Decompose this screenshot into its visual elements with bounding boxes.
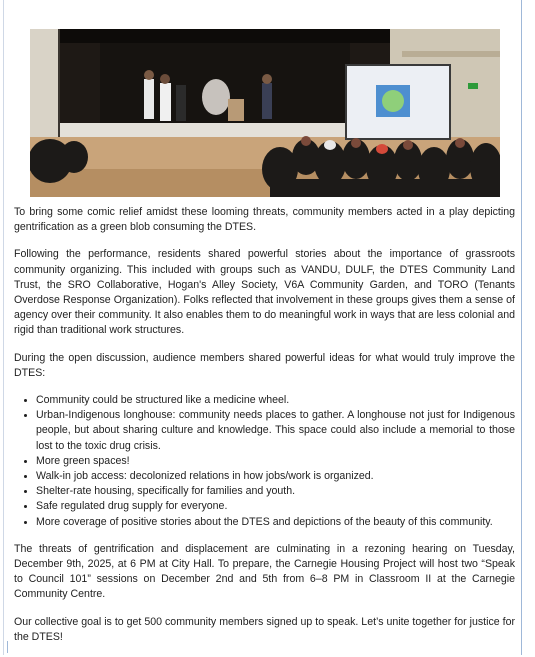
page-corner-mark (7, 641, 8, 653)
theatre-performance-photo-icon (30, 29, 500, 197)
list-item: • Community could be structured like a medicine wheel. (36, 393, 515, 408)
hearing-paragraph: The threats of gentrification and displacement are culminating in a rezoning hearing on Tuesday, December 9th, 2025, at 6 PM at City Hall. To prepare, the Carnegie Housing Project will host two “Speak to Council 101” sessions on December 2nd and 5th from 6–8 PM in Classroom II at the Carnegie Community Centre. (14, 542, 515, 601)
list-item: • More green spaces! (36, 454, 515, 469)
ideas-list (14, 393, 515, 530)
list-item: • Urban-Indigenous longhouse: community needs places to gather. A longhouse not just for Indigenous people, but about sharing culture and knowledge. This space could also include a memorial to those lost to the toxic drug crisis. (36, 408, 515, 454)
list-item: • Safe regulated drug supply for everyone. (36, 499, 515, 514)
discussion-paragraph: During the open discussion, audience members shared powerful ideas for what would truly improve the DTES: (14, 351, 515, 379)
performance-photo (30, 29, 500, 197)
goal-paragraph: Our collective goal is to get 500 community members signed up to speak. Let’s unite together for justice for the DTES! (14, 615, 515, 643)
list-item: • Shelter-rate housing, specifically for families and youth. (36, 484, 515, 499)
list-item: • Walk-in job access: decolonized relations in how jobs/work is organized. (36, 469, 515, 484)
list-item: • More coverage of positive stories about the DTES and depictions of the beauty of this community. (36, 515, 515, 530)
page-border-right (521, 0, 522, 655)
intro-paragraph: To bring some comic relief amidst these looming threats, community members acted in a play depicting gentrification as a green blob consuming the DTES. (14, 206, 515, 234)
page-border-left (3, 0, 4, 655)
article-body (14, 205, 515, 657)
performance-paragraph: Following the performance, residents shared powerful stories about the importance of grassroots community organizing. This included with groups such as VANDU, DULF, the DTES Community Land Trust, the SRO Collaborative, Hogan's Alley Society, V6A Community Garden, and TORO (Tenants Overdose Response Organization). Folks reflected that involvement in these groups gives them a sense of agency over their community. It also enables them to do meaningful work in ways that are less colonial and rigid than traditional work structures. (14, 248, 515, 337)
